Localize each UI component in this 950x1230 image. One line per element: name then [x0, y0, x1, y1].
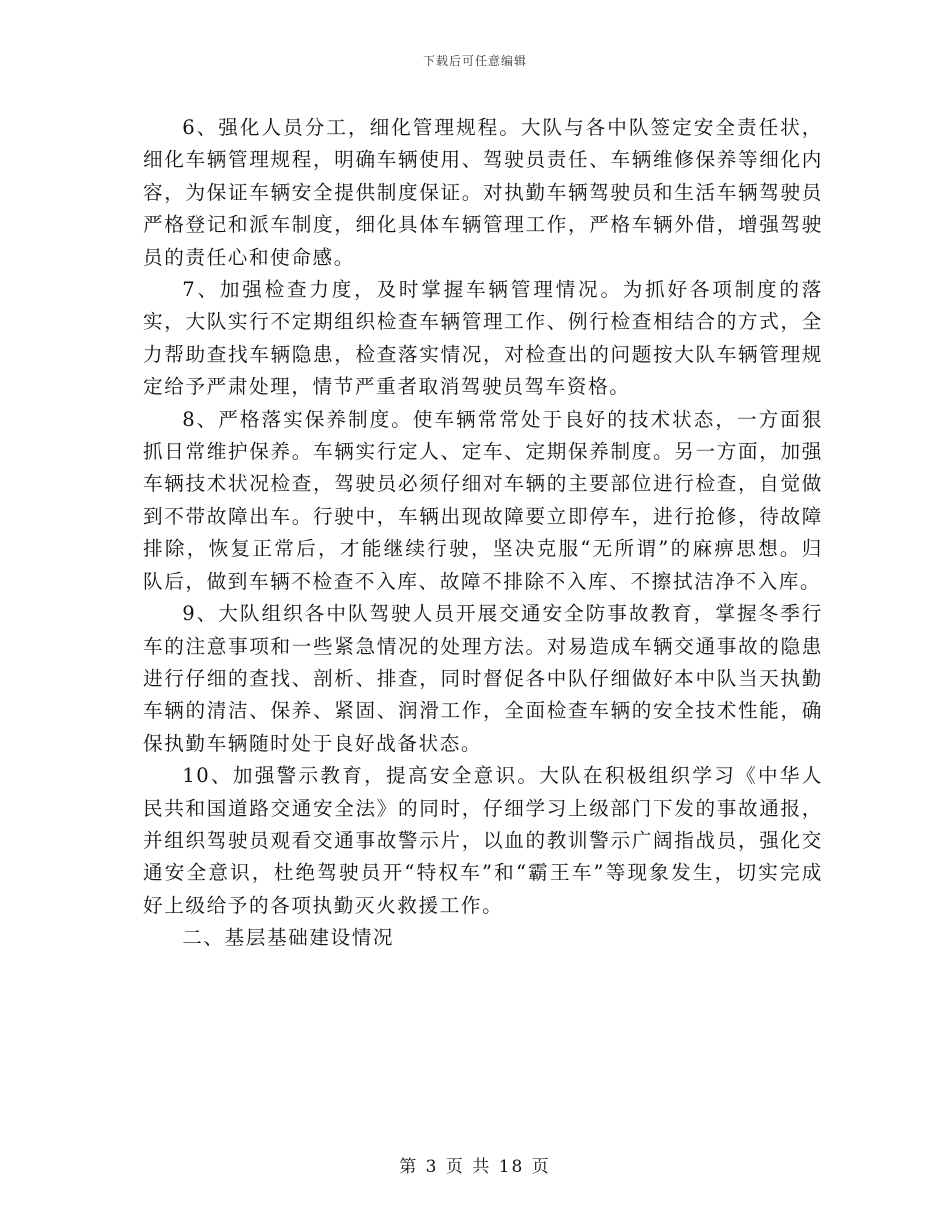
page-number-footer: 第 3 页 共 18 页	[399, 1157, 551, 1177]
section-heading: 二、基层基础建设情况	[182, 926, 395, 950]
paragraph-item-10: 10、加强警示教育，提高安全意识。大队在积极组织学习《中华人民共和国道路交通安全法》的同时，仔细学习上级部门下发的事故通报，并组织驾驶员观看交通事故警示片，以血的教训警示广阔指战员，强化交通安全意识，杜绝驾驶员开“特权车”和“霸王车”等现象发生，切实完成好上级给予的各项执勤灭火救援工作。	[143, 764, 823, 917]
paragraph-item-9: 9、大队组织各中队驾驶人员开展交通安全防事故教育，掌握冬季行车的注意事项和一些紧急情况的处理方法。对易造成车辆交通事故的隐患进行仔细的查找、剖析、排查，同时督促各中队仔细做好本中队当天执勤车辆的清洁、保养、紧固、润滑工作，全面检查车辆的安全技术性能，确保执勤车辆随时处于良好战备状态。	[143, 602, 823, 755]
page-header: 下载后可任意编辑	[422, 54, 527, 68]
paragraph-item-8: 8、严格落实保养制度。使车辆常常处于良好的技术状态，一方面狠抓日常维护保养。车辆实行定人、定车、定期保养制度。另一方面，加强车辆技术状况检查，驾驶员必须仔细对车辆的主要部位进行检查，自觉做到不带故障出车。行驶中，车辆出现故障要立即停车，进行抢修，待故障排除，恢复正常后，才能继续行驶，坚决克服“无所谓”的麻痹思想。归队后，做到车辆不检查不入库、故障不排除不入库、不擦拭洁净不入库。	[143, 407, 823, 593]
paragraph-item-6: 6、强化人员分工，细化管理规程。大队与各中队签定安全责任状，细化车辆管理规程，明确车辆使用、驾驶员责任、车辆维修保养等细化内容，为保证车辆安全提供制度保证。对执勤车辆驾驶员和生活车辆驾驶员严格登记和派车制度，细化具体车辆管理工作，严格车辆外借，增强驾驶员的责任心和使命感。	[143, 116, 823, 269]
paragraph-item-7: 7、加强检查力度，及时掌握车辆管理情况。为抓好各项制度的落实，大队实行不定期组织检查车辆管理工作、例行检查相结合的方式，全力帮助查找车辆隐患，检查落实情况，对检查出的问题按大队车辆管理规定给予严肃处理，情节严重者取消驾驶员驾车资格。	[143, 278, 823, 399]
document-body	[143, 112, 823, 955]
